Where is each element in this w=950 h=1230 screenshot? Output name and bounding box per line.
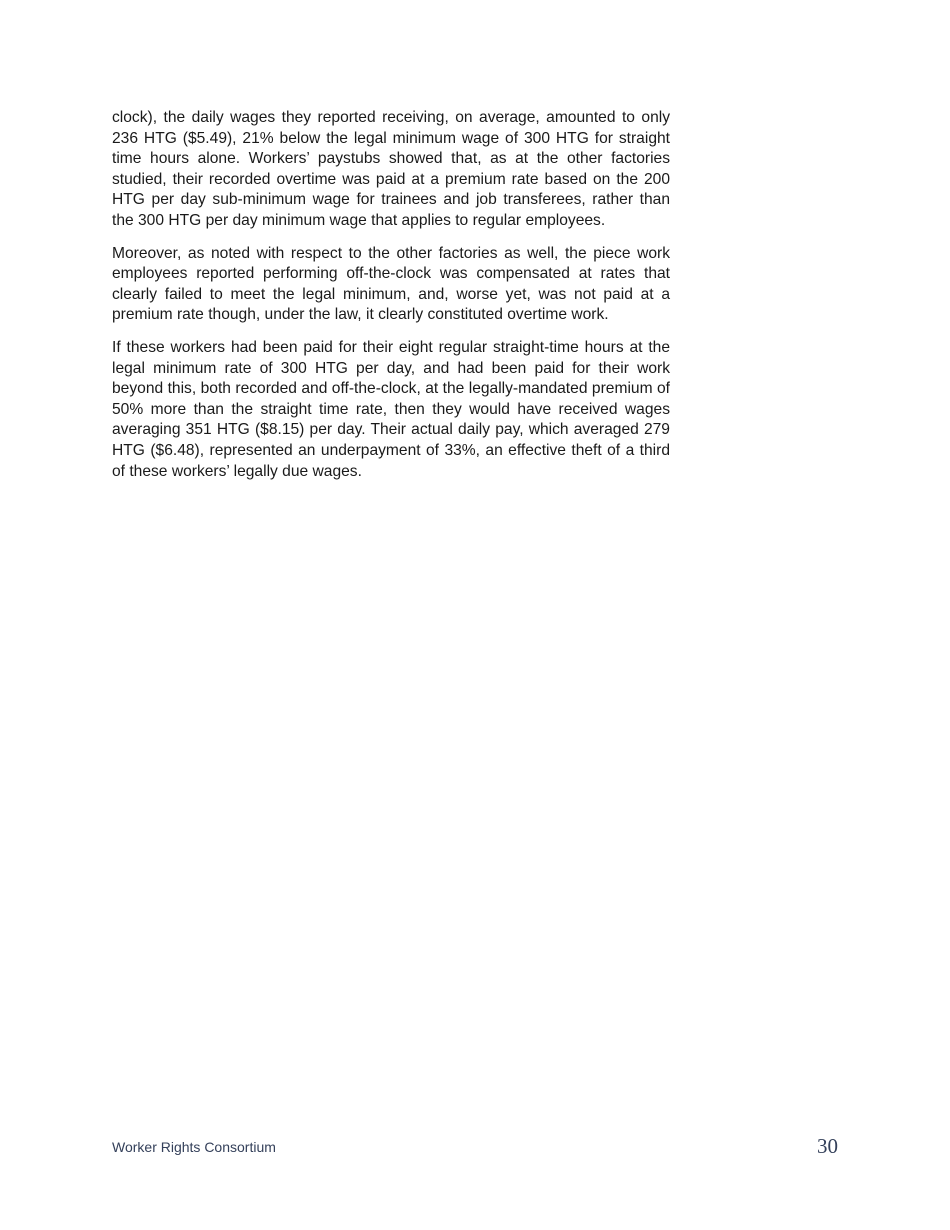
page-number: 30 <box>817 1134 838 1158</box>
footer-organization: Worker Rights Consortium <box>112 1139 276 1155</box>
paragraph-wages-below-minimum: clock), the daily wages they reported receiving, on average, amounted to only 236 HTG ($5.49), 21% below the legal minimum wage of 300 HTG for straight time hours alone. Workers’ paystubs showed that, as at the other factories studied, their recorded overtime was paid at a premium rate based on the 200 HTG per day sub-minimum wage for trainees and job transferees, rather than the 300 HTG per day minimum wage that applies to regular employees. <box>112 109 670 229</box>
paragraph-underpayment: If these workers had been paid for their eight regular straight-time hours at the legal minimum rate of 300 HTG per day, and had been paid for their work beyond this, both recorded and off-the-clock, at the legally-mandated premium of 50% more than the straight time rate, then they would have received wages averaging 351 HTG ($8.15) per day. Their actual daily pay, which averaged 279 HTG ($6.48), represented an underpayment of 33%, an effective theft of a third of these workers’ legally due wages. <box>112 338 670 480</box>
body-text <box>112 108 670 494</box>
paragraph-piece-work: Moreover, as noted with respect to the other factories as well, the piece work employees reported performing off-the-clock was compensated at rates that clearly failed to meet the legal minimum, and, worse yet, was not paid at a premium rate though, under the law, it clearly constituted overtime work. <box>112 244 670 324</box>
